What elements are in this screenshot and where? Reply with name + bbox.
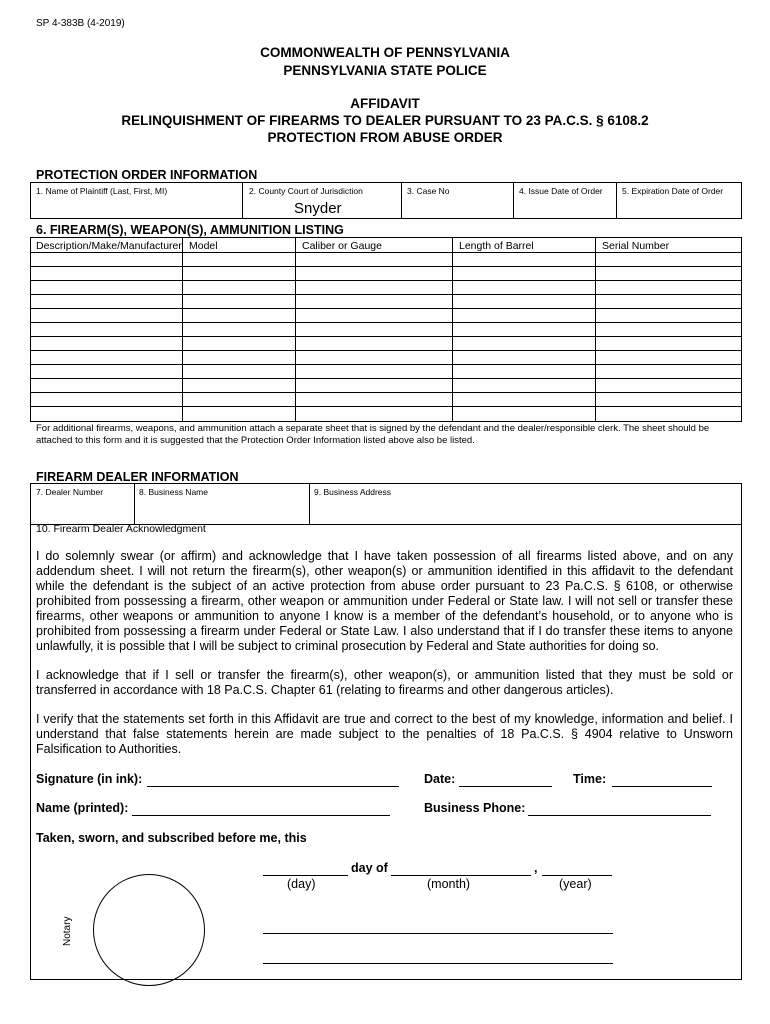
notary-signature-line[interactable] <box>263 933 613 934</box>
date-line[interactable] <box>459 786 552 787</box>
acknowledgment-paragraph-1: I do solemnly swear (or affirm) and acknowledge that I have taken possession of all firearms listed above, and on any addendum sheet. I will not return the firearm(s), other weapon(s) or ammunition identified in this affidavit to the defendant while the defendant is the subject of an active protection from abuse order pursuant to 23 Pa.C.S. § 6108, or otherwise prohibited from possessing a firearm, other weapon or ammunition under Federal or State law. I will not sell or transfer these firearms, other weapons or ammunition to anyone I know is a member of the defendant’s household, or to anyone who is prohibited from possessing a firearm under Federal or State Law. I also understand that if I do transfer these items to anyone unlawfully, it is possible that I will be subject to criminal prosecution by Federal and State authorities for doing so. <box>36 549 733 653</box>
month-caption: (month) <box>427 877 471 891</box>
header-state-police: PENNSYLVANIA STATE POLICE <box>283 63 487 78</box>
dealer-acknowledgment-title: 10. Firearm Dealer Acknowledgment <box>36 523 206 535</box>
day-line[interactable] <box>263 875 348 876</box>
business-phone-line[interactable] <box>528 815 711 816</box>
sworn-statement-label: Taken, sworn, and subscribed before me, this <box>36 831 307 845</box>
dealer-number-field[interactable]: 7. Dealer Number <box>36 487 104 497</box>
printed-name-line[interactable] <box>132 815 390 816</box>
issue-date-field[interactable]: 4. Issue Date of Order <box>519 186 603 196</box>
header-commonwealth: COMMONWEALTH OF PENNSYLVANIA <box>260 45 510 60</box>
month-line[interactable] <box>391 875 531 876</box>
firearms-table <box>30 237 742 422</box>
year-line[interactable] <box>542 875 612 876</box>
table-row[interactable] <box>31 280 741 281</box>
business-phone-label: Business Phone: <box>424 801 526 815</box>
header-affidavit: AFFIDAVIT <box>350 96 420 111</box>
column-caliber: Caliber or Gauge <box>302 240 382 252</box>
county-court-value: Snyder <box>294 200 342 217</box>
acknowledgment-paragraph-2: I acknowledge that if I sell or transfer the firearm(s), other weapon(s), or ammunition listed that they must be sold or transferred in accordance with 18 Pa.C.S. Chapter 61 (relating to firearms and other dangerous articles). <box>36 668 733 697</box>
table-row[interactable] <box>31 266 741 267</box>
time-label: Time: <box>573 772 607 786</box>
notary-label: Notary <box>62 916 73 946</box>
table-row[interactable] <box>31 364 741 365</box>
additional-firearms-note: For additional firearms, weapons, and ammunition attach a separate sheet that is signed by the defendant and the dealer/responsible clerk. The sheet should be attached to this form and it is suggested that the Protection Order Information listed above also be listed. <box>36 423 710 446</box>
business-address-field[interactable]: 9. Business Address <box>314 487 392 497</box>
column-description: Description/Make/Manufacturer <box>36 240 182 252</box>
year-caption: (year) <box>559 877 592 891</box>
header-relinquishment: RELINQUISHMENT OF FIREARMS TO DEALER PURSUANT TO 23 PA.C.S. § 6108.2 <box>121 113 649 128</box>
firearms-listing-title: 6. FIREARM(S), WEAPON(S), AMMUNITION LISTING <box>36 223 344 237</box>
case-number-field[interactable]: 3. Case No <box>407 186 450 196</box>
header-pfa-order: PROTECTION FROM ABUSE ORDER <box>267 130 503 145</box>
protection-order-title: PROTECTION ORDER INFORMATION <box>36 168 258 182</box>
table-row[interactable] <box>31 378 741 379</box>
column-model: Model <box>189 240 218 252</box>
signature-label: Signature (in ink): <box>36 772 143 786</box>
table-row[interactable] <box>31 392 741 393</box>
table-row[interactable] <box>31 308 741 309</box>
signature-line[interactable] <box>147 786 399 787</box>
table-row[interactable] <box>31 350 741 351</box>
verification-paragraph: I verify that the statements set forth in this Affidavit are true and correct to the best of my knowledge, information and belief. I understand that false statements herein are made subject to the penalties of 18 Pa.C.S. § 4904 relative to Unsworn Falsification to Authorities. <box>36 712 733 756</box>
table-row[interactable] <box>31 336 741 337</box>
time-line[interactable] <box>612 786 712 787</box>
column-barrel-length: Length of Barrel <box>459 240 534 252</box>
printed-name-label: Name (printed): <box>36 801 129 815</box>
form-number: SP 4-383B (4-2019) <box>36 18 125 29</box>
notary-name-line[interactable] <box>263 963 613 964</box>
day-of-label: day of <box>351 861 388 875</box>
business-name-field[interactable]: 8. Business Name <box>139 487 208 497</box>
expiration-date-field[interactable]: 5. Expiration Date of Order <box>622 186 724 196</box>
day-caption: (day) <box>287 877 316 891</box>
date-label: Date: <box>424 772 456 786</box>
notary-seal-circle <box>93 874 205 986</box>
comma-label: , <box>534 861 538 875</box>
dealer-info-title: FIREARM DEALER INFORMATION <box>36 470 239 484</box>
county-court-field[interactable]: 2. County Court of Jurisdiction <box>249 186 363 196</box>
table-row[interactable] <box>31 406 741 407</box>
table-row[interactable] <box>31 252 741 253</box>
column-serial-number: Serial Number <box>602 240 670 252</box>
table-row[interactable] <box>31 322 741 323</box>
table-row[interactable] <box>31 294 741 295</box>
plaintiff-name-field[interactable]: 1. Name of Plaintiff (Last, First, MI) <box>36 186 168 196</box>
protection-order-box <box>30 182 742 219</box>
